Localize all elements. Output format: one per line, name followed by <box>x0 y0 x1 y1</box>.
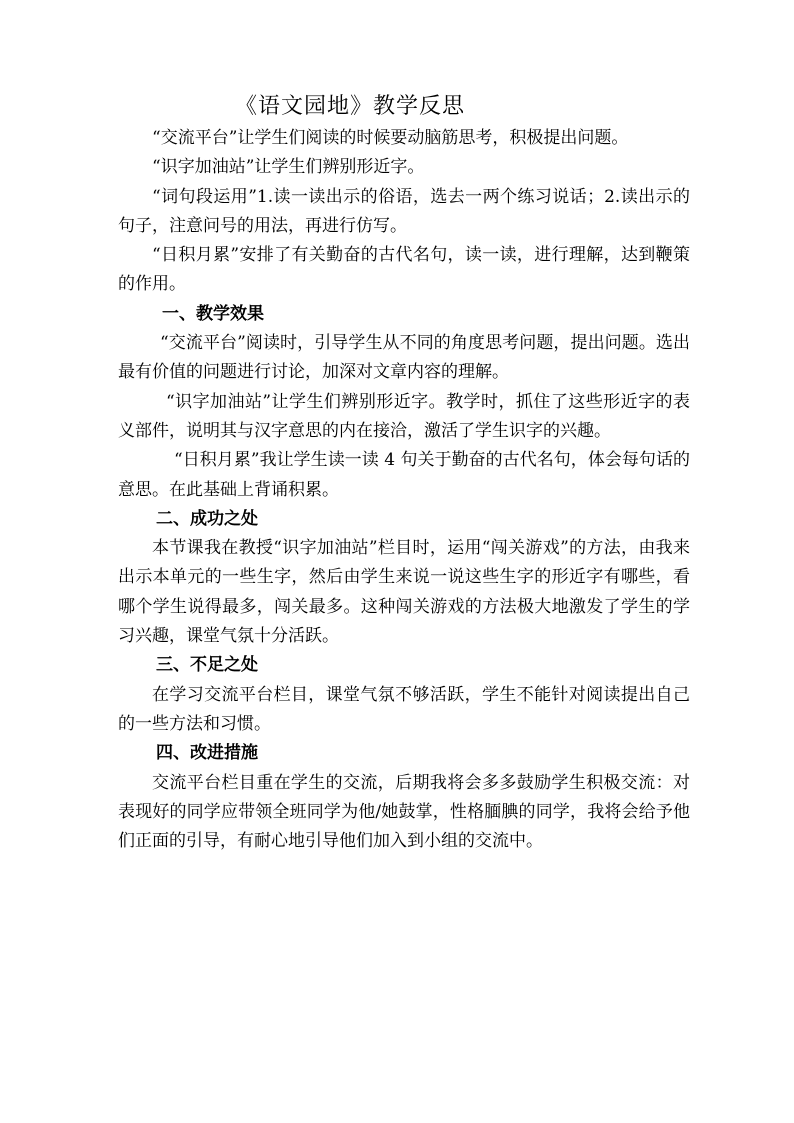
section4-paragraph: 交流平台栏目重在学生的交流，后期我将会多多鼓励学生积极交流：对表现好的同学应带领全班同学为他/她鼓掌，性格腼腆的同学，我将会给予他们正面的引导，有耐心地引导他们加入到小组的交流中。 <box>118 772 690 852</box>
paragraph-word-sentence-usage: “词句段运用”1.读一读出示的俗语，选去一两个练习说话；2.读出示的句子，注意问号的用法，再进行仿写。 <box>118 186 690 236</box>
section3-paragraph: 在学习交流平台栏目，课堂气氛不够活跃，学生不能针对阅读提出自己的一些方法和习惯。 <box>118 684 690 734</box>
section-heading-success: 二、成功之处 <box>156 508 258 529</box>
document-title: 《语文园地》教学反思 <box>234 94 465 119</box>
section-heading-teaching-effect: 一、教学效果 <box>162 303 264 324</box>
section1-paragraph-2: “识字加油站”让学生们辨别形近字。教学时，抓住了这些形近字的表义部件，说明其与汉字意思的内在接洽，激活了学生识字的兴趣。 <box>118 391 690 441</box>
document-body <box>118 124 690 856</box>
section1-paragraph-1: “交流平台”阅读时，引导学生从不同的角度思考问题，提出问题。选出最有价值的问题进行讨论，加深对文章内容的理解。 <box>118 333 690 383</box>
paragraph-literacy-station: “识字加油站”让学生们辨别形近字。 <box>152 157 425 178</box>
section-heading-improvements: 四、改进措施 <box>156 743 258 764</box>
section1-paragraph-3: “日积月累”我让学生读一读 4 句关于勤奋的古代名句，体会每句话的意思。在此基础上背诵积累。 <box>118 450 690 500</box>
section2-paragraph: 本节课我在教授“识字加油站”栏目时，运用“闯关游戏”的方法，由我来出示本单元的一些生字，然后由学生来说一说这些生字的形近字有哪些，看哪个学生说得最多，闯关最多。这种闯关游戏的方法极大地激发了学生的学习兴趣，课堂气氛十分活跃。 <box>118 538 690 647</box>
paragraph-daily-accumulation: “日积月累”安排了有关勤奋的古代名句，读一读，进行理解，达到鞭策的作用。 <box>118 245 690 295</box>
section-heading-shortcomings: 三、不足之处 <box>156 655 258 676</box>
paragraph-exchange-platform: “交流平台”让学生们阅读的时候要动脑筋思考，积极提出问题。 <box>152 128 629 148</box>
